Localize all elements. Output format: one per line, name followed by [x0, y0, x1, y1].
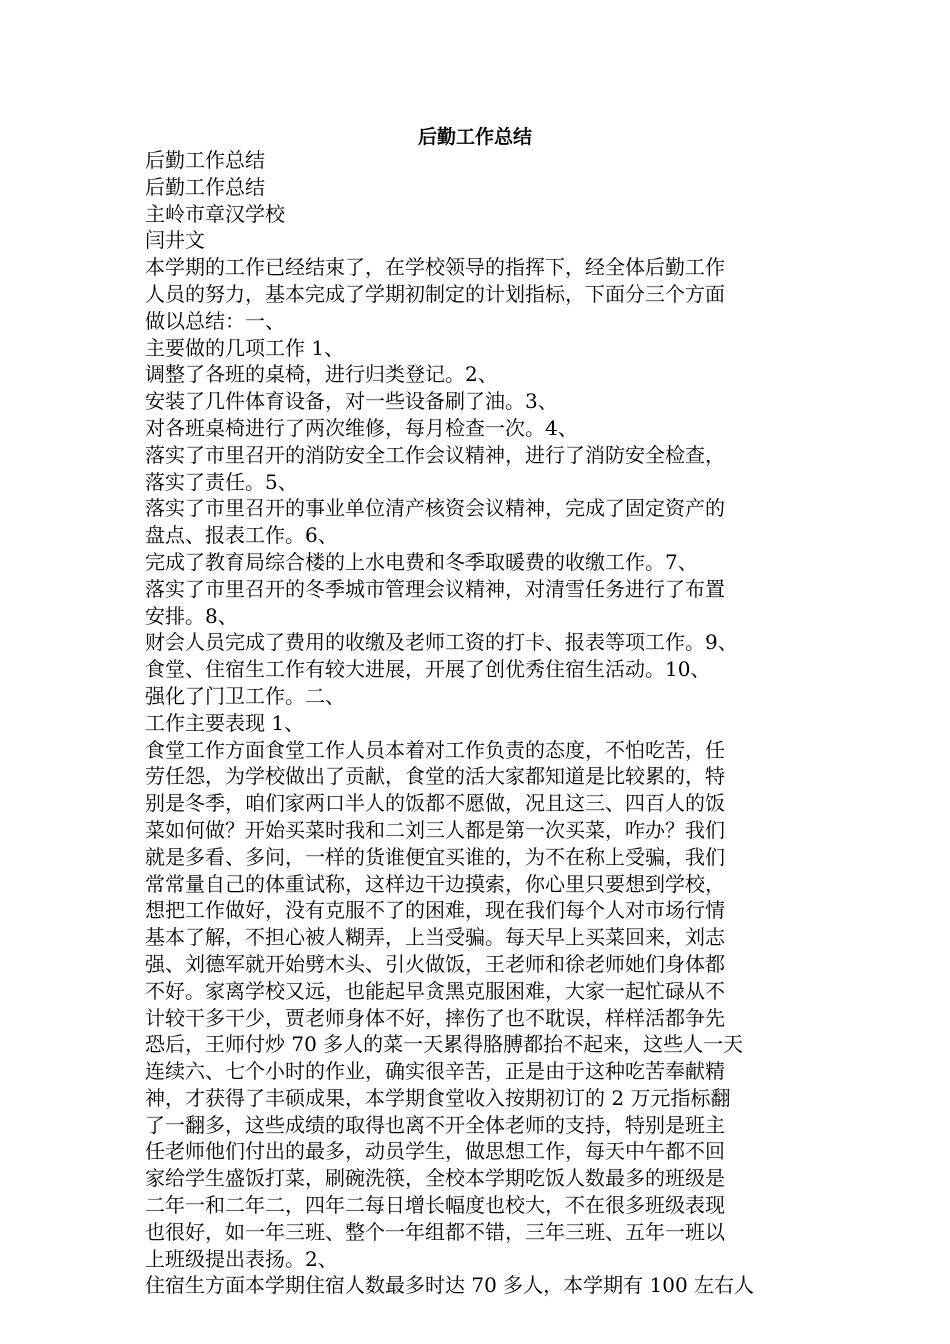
text-line: 本学期的工作已经结束了，在学校领导的指挥下，经全体后勤工作	[145, 255, 725, 280]
text-line: 落实了责任。5、	[145, 469, 298, 494]
text-line: 计较干多干少，贾老师身体不好，摔伤了也不耽误，样样活都争先	[145, 1005, 725, 1030]
text-line: 强、刘德军就开始劈木头、引火做饭，王老师和徐老师她们身体都	[145, 951, 725, 976]
text-line: 调整了各班的桌椅，进行归类登记。2、	[145, 362, 498, 387]
text-line: 完成了教育局综合楼的上水电费和冬季取暖费的收缴工作。7、	[145, 549, 698, 574]
text-line: 食堂、住宿生工作有较大进展，开展了创优秀住宿生活动。10、	[145, 657, 711, 682]
text-line: 想把工作做好，没有克服不了的困难，现在我们每个人对市场行情	[145, 898, 725, 923]
text-line: 连续六、七个小时的作业，确实很辛苦，正是由于这种吃苦奉献精	[145, 1059, 725, 1084]
text-line: 上班级提出表扬。2、	[145, 1246, 338, 1271]
text-line: 食堂工作方面食堂工作人员本着对工作负责的态度，不怕吃苦，任	[145, 737, 725, 762]
text-line: 做以总结：一、	[145, 308, 285, 333]
text-line: 神，才获得了丰硕成果，本学期食堂收入按期初订的 2 万元指标翻	[145, 1085, 731, 1110]
text-line: 后勤工作总结	[145, 148, 265, 172]
document-title: 后勤工作总结	[417, 126, 532, 148]
text-line: 主岭市章汉学校	[145, 201, 285, 226]
text-line: 劳任怨，为学校做出了贡献，食堂的活大家都知道是比较累的，特	[145, 764, 725, 789]
text-line: 二年一和二年二，四年二每日增长幅度也校大，不在很多班级表现	[145, 1193, 725, 1218]
text-line: 落实了市里召开的消防安全工作会议精神，进行了消防安全检查，	[145, 442, 725, 467]
text-line: 安排。8、	[145, 603, 238, 628]
text-line: 安装了几件体育设备，对一些设备刷了油。3、	[145, 389, 558, 414]
text-line: 财会人员完成了费用的收缴及老师工资的打卡、报表等项工作。9、	[145, 630, 738, 655]
text-line: 工作主要表现 1、	[145, 710, 305, 735]
text-line: 人员的努力，基本完成了学期初制定的计划指标，下面分三个方面	[145, 281, 725, 306]
text-line: 后勤工作总结	[145, 174, 265, 199]
text-line: 菜如何做？开始买菜时我和二刘三人都是第一次买菜，咋办？我们	[145, 817, 725, 842]
text-line: 落实了市里召开的冬季城市管理会议精神，对清雪任务进行了布置	[145, 576, 725, 601]
text-line: 住宿生方面本学期住宿人数最多时达 70 多人，本学期有 100 左右人	[145, 1273, 755, 1298]
text-line: 基本了解，不担心被人糊弄，上当受骗。每天早上买菜回来，刘志	[145, 925, 725, 950]
document-body	[145, 147, 800, 1299]
text-line: 闫井文	[145, 228, 205, 253]
text-line: 就是多看、多问，一样的货谁便宜买谁的，为不在称上受骗，我们	[145, 844, 725, 869]
text-line: 别是冬季，咱们家两口半人的饭都不愿做，况且这三、四百人的饭	[145, 791, 725, 816]
text-line: 也很好，如一年三班、整个一年组都不错，三年三班、五年一班以	[145, 1219, 725, 1244]
text-line: 家给学生盛饭打菜，刷碗洗筷，全校本学期吃饭人数最多的班级是	[145, 1166, 725, 1191]
text-line: 常常量自己的体重试称，这样边干边摸索，你心里只要想到学校，	[145, 871, 725, 896]
text-line: 落实了市里召开的事业单位清产核资会议精神，完成了固定资产的	[145, 496, 725, 521]
text-line: 对各班桌椅进行了两次维修，每月检查一次。4、	[145, 415, 578, 440]
text-line: 强化了门卫工作。二、	[145, 683, 345, 708]
text-line: 主要做的几项工作 1、	[145, 335, 345, 360]
text-line: 盘点、报表工作。6、	[145, 523, 338, 548]
text-line: 了一翻多，这些成绩的取得也离不开全体老师的支持，特别是班主	[145, 1112, 725, 1137]
text-line: 恐后，王师付炒 70 多人的菜一天累得胳膊都抬不起来，这些人一天	[145, 1032, 744, 1057]
text-line: 任老师他们付出的最多，动员学生，做思想工作，每天中午都不回	[145, 1139, 725, 1164]
text-line: 不好。家离学校又远，也能起早贪黑克服困难，大家一起忙碌从不	[145, 978, 725, 1003]
